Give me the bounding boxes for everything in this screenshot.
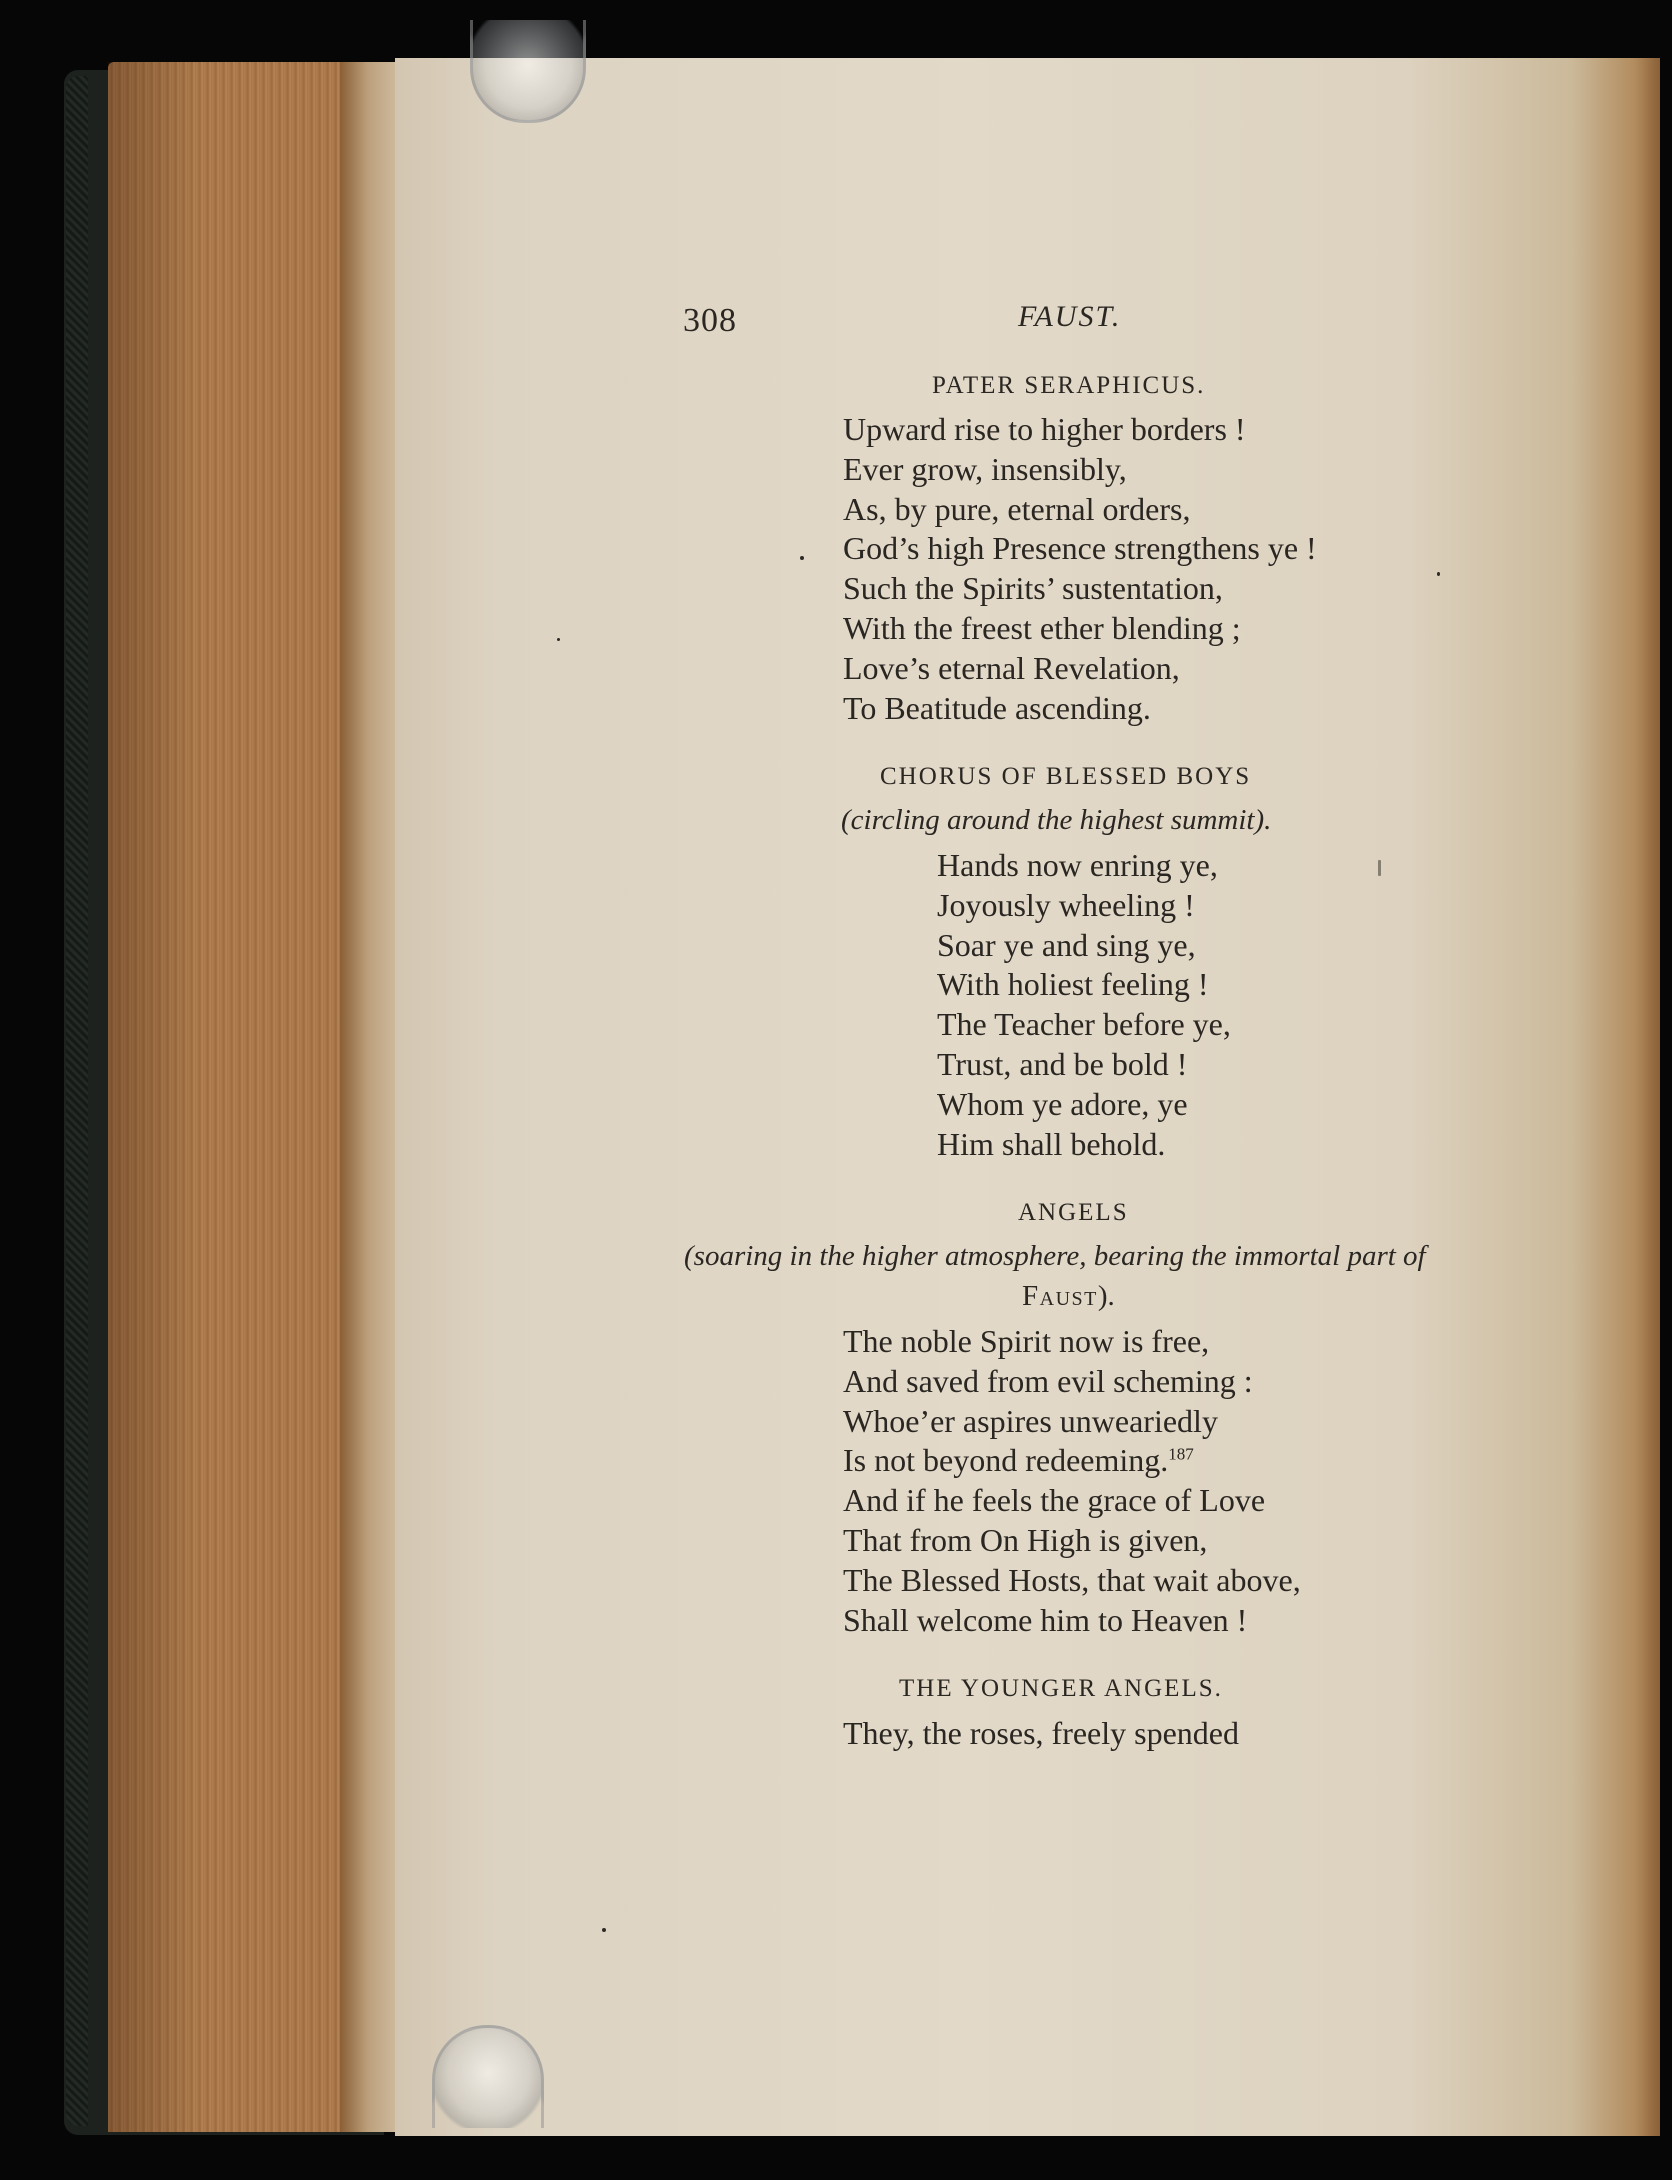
- stage-direction-close: ).: [1097, 1280, 1115, 1312]
- stage-direction: (circling around the highest summit).: [841, 804, 1272, 836]
- verse-line: Love’s eternal Revelation,: [843, 649, 1180, 686]
- verse-line: And if he feels the grace of Love: [843, 1482, 1266, 1519]
- verse-stanza: [843, 1714, 1239, 1754]
- paper-speck: [800, 556, 804, 560]
- verse-line: That from On High is given,: [843, 1521, 1208, 1558]
- footnote-reference: 187: [1168, 1444, 1194, 1464]
- paper-mark: [1378, 860, 1381, 876]
- verse-line: The Teacher before ye,: [937, 1006, 1231, 1043]
- stage-direction: (soaring in the higher atmosphere, bearing the immortal part of: [684, 1240, 1426, 1272]
- verse-line: And saved from evil scheming :: [843, 1362, 1253, 1399]
- verse-line: Shall welcome him to Heaven !: [843, 1601, 1248, 1638]
- verse-line: The Blessed Hosts, that wait above,: [843, 1561, 1301, 1598]
- page-clip-bottom: [432, 2025, 544, 2128]
- verse-line: Hands now enring ye,: [937, 847, 1218, 883]
- verse-line-with-note: [843, 1441, 1301, 1481]
- paper-speck: [557, 638, 560, 641]
- verse-line: Trust, and be bold !: [937, 1045, 1188, 1082]
- verse-line: The noble Spirit now is free,: [843, 1323, 1210, 1359]
- verse-line: God’s high Presence strengthens ye !: [843, 530, 1317, 567]
- verse-line: To Beatitude ascending.: [843, 689, 1151, 726]
- speaker-heading: CHORUS OF BLESSED BOYS: [880, 763, 1252, 790]
- verse-line: They, the roses, freely spended: [843, 1715, 1239, 1751]
- page-clip-top: [470, 20, 586, 123]
- verse-line: Upward rise to higher borders !: [843, 411, 1246, 447]
- verse-line: Is not beyond redeeming.: [843, 1442, 1169, 1479]
- paper-speck: [1437, 572, 1440, 576]
- verse-line: Joyously wheeling !: [937, 886, 1195, 923]
- verse-line: Him shall behold.: [937, 1125, 1166, 1162]
- running-head: FAUST.: [1018, 300, 1122, 333]
- verse-line: With the freest ether blending ;: [843, 609, 1241, 646]
- verse-line: Such the Spirits’ sustentation,: [843, 570, 1223, 607]
- character-name: Faust: [1022, 1280, 1098, 1312]
- stage-direction-cont: [1022, 1280, 1115, 1313]
- page-number: 308: [683, 302, 737, 339]
- verse-line: With holiest feeling !: [937, 966, 1209, 1003]
- speaker-heading: THE YOUNGER ANGELS.: [899, 1675, 1223, 1702]
- cover-cloth-edge: [66, 76, 88, 2126]
- verse-line: Soar ye and sing ye,: [937, 926, 1196, 963]
- verse-line: Ever grow, insensibly,: [843, 450, 1127, 487]
- verse-line: Whom ye adore, ye: [937, 1085, 1188, 1122]
- speaker-heading: ANGELS: [1018, 1199, 1129, 1226]
- verse-stanza: [843, 410, 1317, 728]
- verse-stanza: [843, 1322, 1301, 1640]
- verse-stanza: [937, 846, 1231, 1164]
- verse-line: Whoe’er aspires unweariedly: [843, 1402, 1218, 1439]
- verse-line: As, by pure, eternal orders,: [843, 490, 1191, 527]
- paper-speck: [602, 1928, 606, 1932]
- speaker-heading: PATER SERAPHICUS.: [932, 372, 1206, 399]
